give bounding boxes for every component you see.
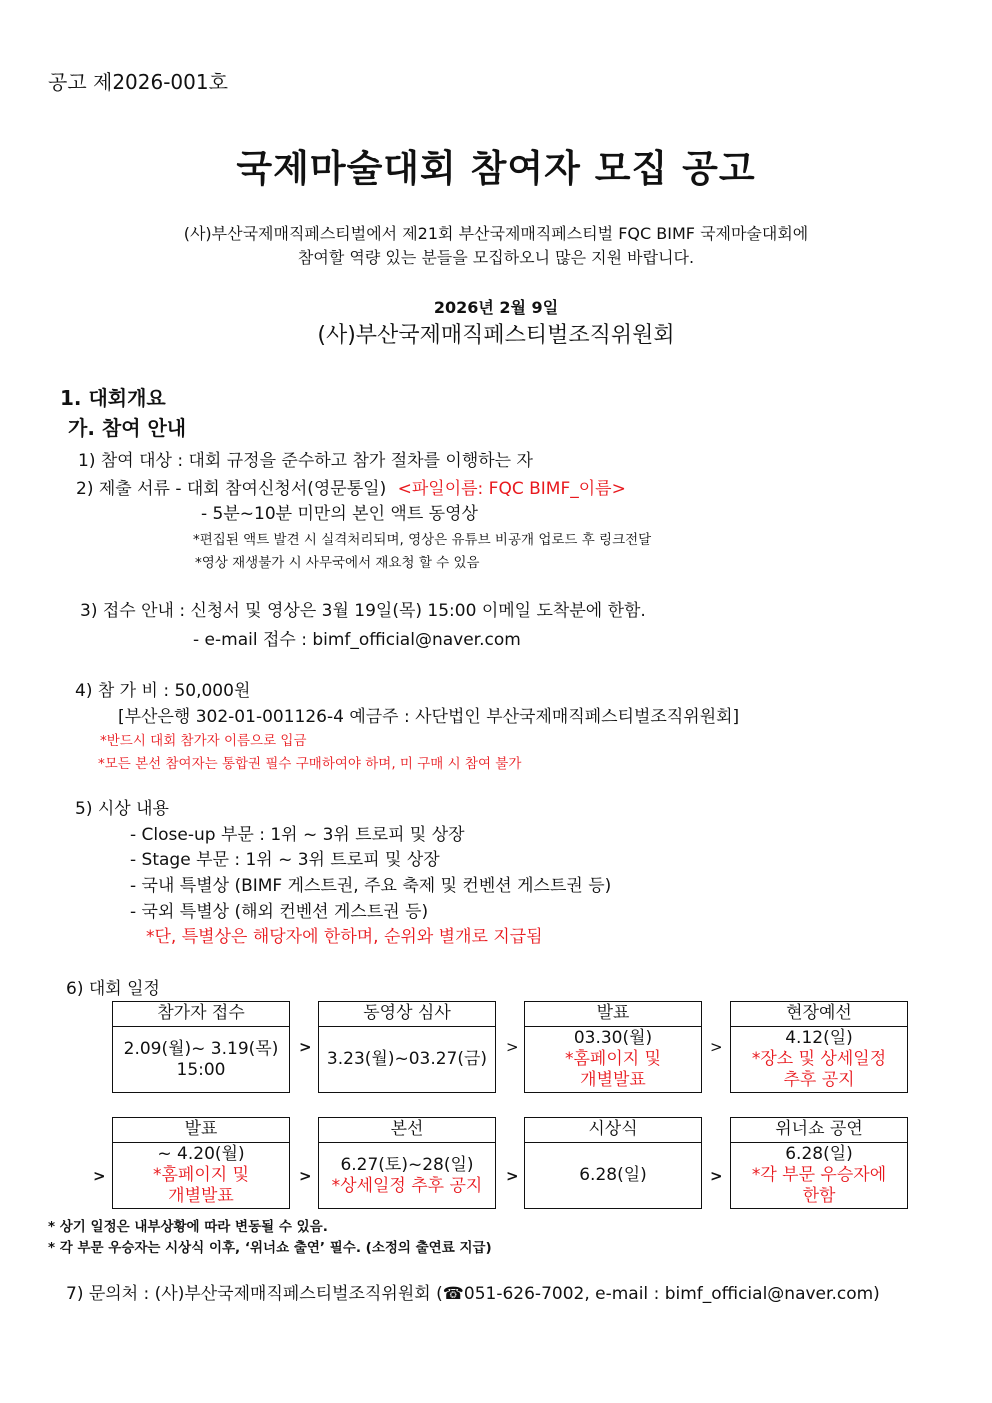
award-note: *단, 특별상은 해당자에 한하며, 순위와 별개로 지급됨: [146, 927, 543, 947]
schedule-note: 개별발표: [580, 1070, 646, 1090]
schedule-date: 2.09(월)~ 3.19(목): [123, 1038, 279, 1059]
intro-line-1: (사)부산국제매직페스티벌에서 제21회 부산국제매직페스티벌 FQC BIMF 국제마술대회에: [183, 224, 809, 243]
award-stage: - Stage 부문 : 1위 ~ 3위 트로피 및 상장: [130, 850, 440, 870]
schedule-date: 6.27(토)~28(일): [340, 1154, 474, 1175]
award-closeup: - Close-up 부문 : 1위 ~ 3위 트로피 및 상장: [130, 825, 465, 845]
arrow-icon: >: [299, 1038, 312, 1056]
schedule-head: 발표: [525, 1002, 701, 1027]
award-overseas: - 국외 특별상 (해외 컨벤션 게스트권 등): [130, 902, 429, 922]
schedule-note: *홈페이지 및: [564, 1049, 661, 1069]
schedule-head: 동영상 심사: [319, 1002, 495, 1027]
bank-account: [부산은행 302-01-001126-4 예금주 : 사단법인 부산국제매직페스티벌조직위원회]: [118, 707, 740, 727]
schedule-box-finals: [318, 1117, 496, 1209]
schedule-head: 참가자 접수: [113, 1002, 289, 1027]
arrow-icon: >: [710, 1167, 723, 1185]
arrow-icon: >: [299, 1167, 312, 1185]
submission-email: - e-mail 접수 : bimf_official@naver.com: [193, 630, 521, 650]
schedule-note: *각 부문 우승자에: [751, 1165, 887, 1185]
document-title: 국제마술대회 참여자 모집 공고: [236, 147, 756, 190]
fee-note-1: *반드시 대회 참가자 이름으로 입금: [100, 733, 307, 749]
arrow-icon: >: [710, 1038, 723, 1056]
item-contact: [66, 1279, 880, 1304]
contact-details: 051-626-7002, e-mail : bimf_official@naver.com): [463, 1284, 880, 1304]
schedule-date: ~ 4.20(월): [157, 1144, 245, 1164]
arrow-icon: >: [93, 1167, 106, 1185]
schedule-note-1: * 상기 일정은 내부상황에 따라 변동될 수 있음.: [48, 1219, 328, 1235]
phone-icon: ☎: [442, 1284, 464, 1304]
schedule-head: 본선: [319, 1118, 495, 1143]
schedule-time: 15:00: [176, 1059, 226, 1080]
notice-number: 공고 제2026-001호: [48, 70, 228, 94]
item-submission: 3) 접수 안내 : 신청서 및 영상은 3월 19일(목) 15:00 이메일 도착분에 한함.: [80, 601, 646, 621]
schedule-date: 3.23(월)~03.27(금): [326, 1049, 488, 1069]
documents-note-1: *편집된 액트 발견 시 실격처리되며, 영상은 유튜브 비공개 업로드 후 링크전달: [193, 532, 652, 548]
schedule-date: 6.28(일): [785, 1144, 853, 1164]
schedule-box-registration: [112, 1001, 290, 1093]
fee-note-2: *모든 본선 참여자는 통합권 필수 구매하여야 하며, 미 구매 시 참여 불가: [98, 756, 522, 772]
award-domestic: - 국내 특별상 (BIMF 게스트권, 주요 축제 및 컨벤션 게스트권 등): [130, 876, 612, 896]
organization-name: (사)부산국제매직페스티벌조직위원회: [317, 323, 675, 348]
arrow-icon: >: [506, 1038, 519, 1056]
schedule-head: 위너쇼 공연: [731, 1118, 907, 1143]
schedule-box-announcement-2: [112, 1117, 290, 1209]
subsection-heading: 가. 참여 안내: [68, 416, 187, 440]
item-fee: 4) 참 가 비 : 50,000원: [75, 681, 251, 701]
schedule-note: *장소 및 상세일정: [751, 1049, 887, 1069]
schedule-note: *상세일정 추후 공지: [331, 1175, 483, 1196]
documents-note-2: *영상 재생불가 시 사무국에서 재요청 할 수 있음: [195, 555, 480, 571]
documents-video: - 5분~10분 미만의 본인 액트 동영상: [201, 504, 478, 524]
intro-line-2: 참여할 역량 있는 분들을 모집하오니 많은 지원 바랍니다.: [297, 248, 695, 267]
item-awards: 5) 시상 내용: [75, 799, 169, 819]
notice-date: 2026년 2월 9일: [433, 298, 559, 317]
item-documents: [76, 474, 626, 499]
schedule-date: 6.28(일): [579, 1165, 647, 1185]
documents-label: 2) 제출 서류 - 대회 참여신청서(영문통일): [76, 479, 387, 499]
schedule-note: 개별발표: [168, 1186, 234, 1206]
schedule-head: 현장예선: [731, 1002, 907, 1027]
schedule-note: 한함: [802, 1186, 836, 1206]
schedule-box-video-review: [318, 1001, 496, 1093]
contact-label: 7) 문의처 : (사)부산국제매직페스티벌조직위원회 (: [66, 1284, 443, 1304]
schedule-head: 발표: [113, 1118, 289, 1143]
schedule-box-winners-show: [730, 1117, 908, 1209]
schedule-head: 시상식: [525, 1118, 701, 1143]
schedule-box-preliminary: [730, 1001, 908, 1093]
schedule-box-announcement-1: [524, 1001, 702, 1093]
schedule-date: 4.12(일): [785, 1028, 853, 1048]
schedule-box-ceremony: [524, 1117, 702, 1209]
item-eligibility: 1) 참여 대상 : 대회 규정을 준수하고 참가 절차를 이행하는 자: [78, 451, 533, 471]
item-schedule: 6) 대회 일정: [66, 979, 160, 999]
schedule-note: *홈페이지 및: [152, 1165, 249, 1185]
arrow-icon: >: [506, 1167, 519, 1185]
schedule-note-2: * 각 부문 우승자는 시상식 이후, ‘위너쇼 출연’ 필수. (소정의 출연료 지급): [48, 1240, 492, 1256]
schedule-note: 추후 공지: [783, 1070, 855, 1090]
filename-format: <파일이름: FQC BIMF_이름>: [397, 479, 626, 499]
schedule-date: 03.30(월): [573, 1028, 653, 1048]
section-heading: 1. 대회개요: [60, 386, 166, 410]
